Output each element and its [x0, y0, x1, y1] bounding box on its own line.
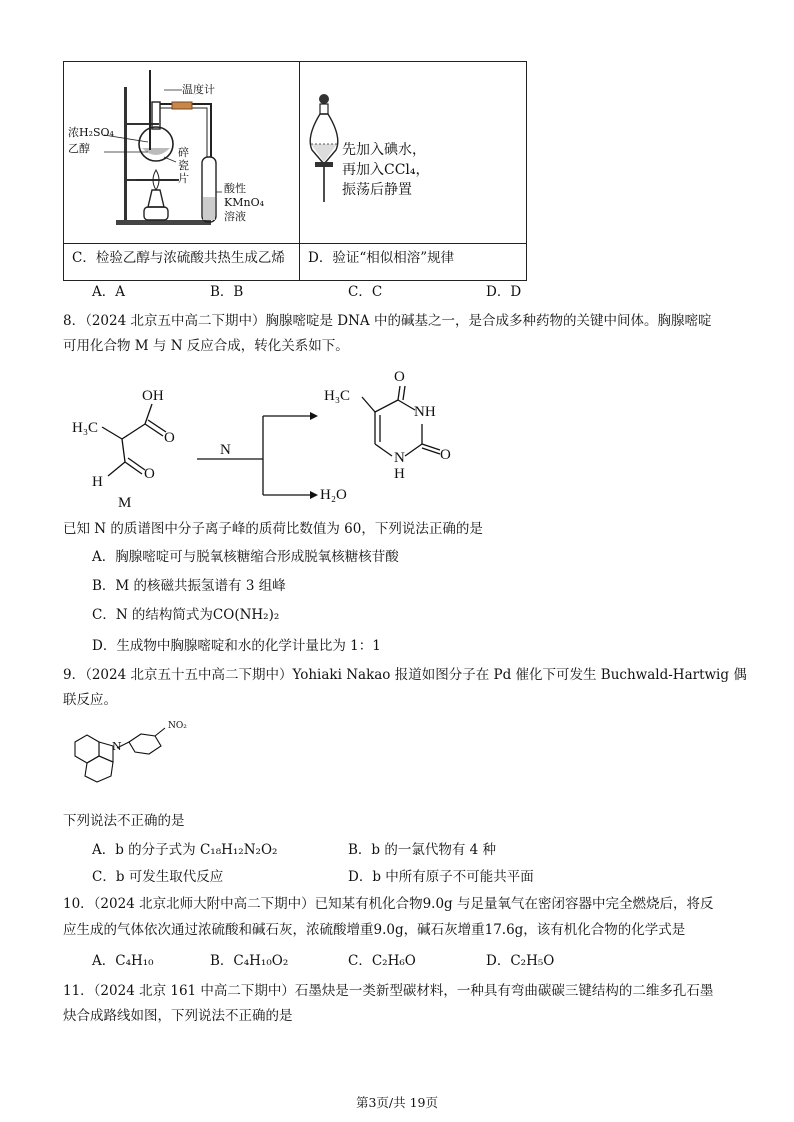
option-d-caption: D．验证“相似相溶”规律 — [308, 250, 455, 266]
q9-stem-line2: 联反应。 — [63, 692, 117, 708]
q9-question: 下列说法不正确的是 — [63, 813, 185, 829]
label-kmno4: KMnO₄ — [224, 196, 264, 209]
q10-option-c: C．C₂H₆O — [348, 953, 416, 969]
m-h-label: H — [92, 474, 103, 490]
option-c-caption: C．检验乙醇与浓硫酸共热生成乙烯 — [72, 250, 285, 266]
label-ethanol: 乙醇 — [68, 142, 90, 155]
q9-stem-line1: 9．（2024 北京五十五中高二下期中）Yohiaki Nakao 报道如图分子在 Pd 催化下可发生 Buchwald-Hartwig 偶 — [63, 667, 747, 683]
label-chips-3: 片 — [178, 172, 189, 185]
q8-option-b: B．M 的核磁共振氢谱有 3 组峰 — [92, 578, 286, 594]
reagent-n-label: N — [220, 442, 231, 458]
label-chips-2: 瓷 — [178, 159, 189, 172]
q8-stem-line2: 可用化合物 M 与 N 反应合成，转化关系如下。 — [63, 338, 349, 354]
q10-option-d: D．C₂H₅O — [486, 953, 555, 969]
molecule-n-label: N — [112, 740, 122, 753]
page-number: 第3页/共 19页 — [355, 1095, 439, 1110]
q10-option-b: B．C₄H₁₀O₂ — [210, 953, 289, 969]
q7-option-d: D．D — [486, 284, 522, 300]
q10-stem-line2: 应生成的气体依次通过浓硫酸和碱石灰，浓硫酸增重9.0g，碱石灰增重17.6g，该有机化合物的化学式是 — [63, 922, 686, 938]
q8-question: 已知 N 的质谱图中分子离子峰的质荷比数值为 60，下列说法正确的是 — [63, 521, 483, 537]
q8-option-a: A．胸腺嘧啶可与脱氧核糖缩合形成脱氧核糖核苷酸 — [92, 549, 399, 565]
m-o1-label: O — [164, 430, 175, 446]
compound-m-label: M — [118, 495, 132, 511]
q8-option-d: D．生成物中胸腺嘧啶和水的化学计量比为 1：1 — [92, 638, 381, 654]
label-conc-h2so4: 浓H₂SO₄ — [68, 126, 114, 139]
q10-stem-line1: 10．（2024 北京北师大附中高二下期中）已知某有机化合物9.0g 与足量氧气在密闭容器中完全燃烧后，将反 — [63, 896, 714, 912]
q10-option-a: A．C₄H₁₀ — [92, 953, 154, 969]
molecule-no2-label: NO₂ — [168, 721, 187, 731]
q9-option-d: D．b 中所有原子不可能共平面 — [348, 869, 534, 885]
thymine-nh-top-label: NH — [414, 404, 436, 420]
q9-option-b: B．b 的一氯代物有 4 种 — [348, 842, 497, 858]
label-acidic: 酸性 — [224, 182, 246, 195]
q8-option-c: C．N 的结构简式为CO(NH₂)₂ — [92, 607, 280, 623]
q9-option-c: C．b 可发生取代反应 — [92, 869, 224, 885]
m-o2-label: O — [144, 466, 155, 482]
thymine-h-label: H — [394, 466, 405, 482]
thymine-h3c-label: H₃C — [324, 388, 351, 404]
label-shake-stand: 振荡后静置 — [342, 182, 412, 198]
table-divider-horizontal — [64, 243, 526, 244]
m-oh-label: OH — [142, 388, 164, 404]
q9-option-a: A．b 的分子式为 C₁₈H₁₂N₂O₂ — [92, 842, 278, 858]
label-add-ccl4: 再加入CCl₄， — [342, 162, 430, 178]
thymine-o-top-label: O — [394, 369, 405, 385]
q11-stem-line1: 11．（2024 北京 161 中高二下期中）石墨炔是一类新型碳材料，一种具有弯曲碳碳三键结构的二维多孔石墨 — [63, 983, 714, 999]
m-h3c-label: H₃C — [72, 420, 99, 436]
apparatus-table — [63, 61, 527, 281]
q7-option-b: B．B — [210, 284, 244, 300]
label-thermometer: 温度计 — [182, 83, 215, 96]
q7-option-a: A．A — [92, 284, 125, 300]
q8-stem-line1: 8．（2024 北京五中高二下期中）胸腺嘧啶是 DNA 中的碱基之一，是合成多种药物的关键中间体。胸腺嘧啶 — [63, 313, 712, 329]
label-solution: 溶液 — [224, 210, 246, 223]
label-add-iodine-water: 先加入碘水， — [342, 142, 426, 158]
q11-stem-line2: 炔合成路线如图，下列说法不正确的是 — [63, 1008, 293, 1024]
q7-option-c: C．C — [348, 284, 383, 300]
thymine-n-bottom-label: N — [394, 450, 405, 466]
thymine-o-right-label: O — [440, 447, 451, 463]
label-chips-1: 碎 — [178, 146, 189, 159]
water-label: H₂O — [320, 487, 347, 503]
